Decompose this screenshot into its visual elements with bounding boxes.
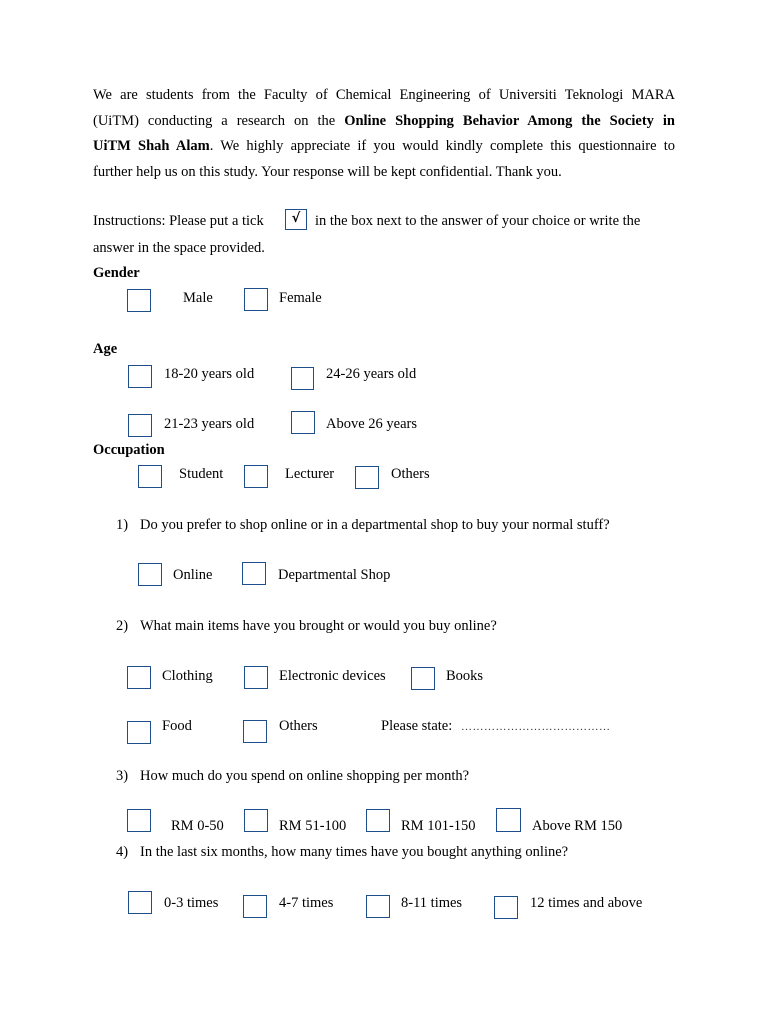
- study-title-part-2: UiTM Shah Alam: [93, 138, 210, 154]
- occupation-student-label: Student: [179, 466, 224, 482]
- gender-male-label: Male: [183, 290, 213, 306]
- q4-0-3-times-checkbox[interactable]: [128, 891, 152, 914]
- tick-example-box: √: [285, 209, 307, 230]
- question-2-text: What main items have you brought or would you buy online?: [140, 618, 497, 634]
- q1-online-label: Online: [173, 567, 213, 583]
- age-21-23-checkbox[interactable]: [128, 414, 152, 437]
- q2-food-label: Food: [162, 718, 192, 734]
- occupation-others-label: Others: [391, 466, 430, 482]
- q2-electronic-label: Electronic devices: [279, 668, 386, 684]
- intro-line-3-text: . We highly appreciate if you would kindly complete this questionnaire to: [209, 138, 675, 154]
- q3-above-rm-150-checkbox[interactable]: [496, 808, 521, 832]
- q2-others-label: Others: [279, 718, 318, 734]
- occupation-heading: Occupation: [93, 442, 165, 458]
- gender-heading: Gender: [93, 265, 140, 281]
- question-3-number: 3): [116, 768, 129, 784]
- q2-others-checkbox[interactable]: [243, 720, 267, 743]
- age-above-26-label: Above 26 years: [326, 416, 418, 432]
- occupation-lecturer-label: Lecturer: [285, 466, 335, 482]
- question-3-text: How much do you spend on online shopping per month?: [140, 768, 470, 784]
- q1-departmental-label: Departmental Shop: [278, 567, 391, 583]
- q3-rm-51-100-checkbox[interactable]: [244, 809, 268, 832]
- age-heading: Age: [93, 341, 118, 357]
- q4-4-7-times-label: 4-7 times: [279, 895, 334, 911]
- q2-books-label: Books: [446, 668, 484, 684]
- intro-line-1: We are students from the Faculty of Chemical Engineering of Universiti Teknologi MARA: [93, 87, 675, 103]
- gender-female-label: Female: [279, 290, 322, 306]
- q4-12-plus-times-checkbox[interactable]: [494, 896, 518, 919]
- q1-online-checkbox[interactable]: [138, 563, 162, 586]
- q2-please-state-field[interactable]: …………………………………: [461, 721, 611, 733]
- q3-rm-51-100-label: RM 51-100: [279, 818, 347, 834]
- age-18-20-label: 18-20 years old: [164, 366, 255, 382]
- q4-0-3-times-label: 0-3 times: [164, 895, 219, 911]
- instructions-line-2: answer in the space provided.: [93, 240, 265, 256]
- question-1-text: Do you prefer to shop online or in a departmental shop to buy your normal stuff?: [140, 517, 610, 533]
- q2-please-state-label: Please state:: [381, 718, 453, 734]
- q3-rm-0-50-checkbox[interactable]: [127, 809, 151, 832]
- age-24-26-label: 24-26 years old: [326, 366, 417, 382]
- occupation-lecturer-checkbox[interactable]: [244, 465, 268, 488]
- age-24-26-checkbox[interactable]: [291, 367, 314, 390]
- gender-male-checkbox[interactable]: [127, 289, 151, 312]
- age-21-23-label: 21-23 years old: [164, 416, 255, 432]
- gender-female-checkbox[interactable]: [244, 288, 268, 311]
- intro-line-2: [93, 109, 675, 135]
- q2-clothing-label: Clothing: [162, 668, 213, 684]
- q3-rm-0-50-label: RM 0-50: [171, 818, 224, 834]
- instructions-pre: Instructions: Please put a tick: [93, 213, 264, 229]
- instructions-post: in the box next to the answer of your choice or write the: [315, 213, 641, 229]
- question-2-number: 2): [116, 618, 129, 634]
- q4-4-7-times-checkbox[interactable]: [243, 895, 267, 918]
- q2-books-checkbox[interactable]: [411, 667, 435, 690]
- age-above-26-checkbox[interactable]: [291, 411, 315, 434]
- intro-line-2-text: (UiTM) conducting a research on the: [93, 112, 345, 129]
- q4-12-plus-times-label: 12 times and above: [530, 895, 643, 911]
- q3-above-rm-150-label: Above RM 150: [532, 818, 623, 834]
- study-title-part-1: Online Shopping Behavior Among the Society in: [344, 112, 675, 129]
- q2-clothing-checkbox[interactable]: [127, 666, 151, 689]
- q1-departmental-checkbox[interactable]: [242, 562, 266, 585]
- question-4-text: In the last six months, how many times have you bought anything online?: [140, 844, 569, 860]
- q2-electronic-checkbox[interactable]: [244, 666, 268, 689]
- q4-8-11-times-label: 8-11 times: [401, 895, 463, 911]
- intro-line-3: [93, 134, 675, 160]
- intro-paragraph: [93, 83, 675, 185]
- occupation-others-checkbox[interactable]: [355, 466, 379, 489]
- q4-8-11-times-checkbox[interactable]: [366, 895, 390, 918]
- question-1-number: 1): [116, 517, 129, 533]
- intro-line-4: further help us on this study. Your response will be kept confidential. Thank you.: [93, 163, 562, 180]
- q2-food-checkbox[interactable]: [127, 721, 151, 744]
- q3-rm-101-150-checkbox[interactable]: [366, 809, 390, 832]
- question-4-number: 4): [116, 844, 129, 860]
- occupation-student-checkbox[interactable]: [138, 465, 162, 488]
- q3-rm-101-150-label: RM 101-150: [401, 818, 476, 834]
- age-18-20-checkbox[interactable]: [128, 365, 152, 388]
